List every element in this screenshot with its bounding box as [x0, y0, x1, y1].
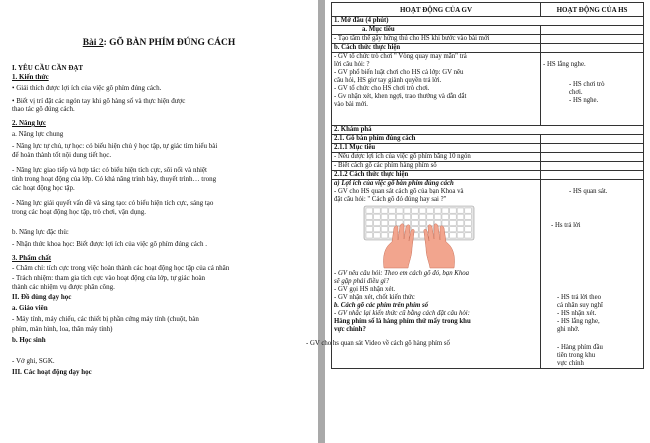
- keyboard-key: [434, 214, 441, 219]
- table-row: [332, 126, 644, 135]
- keyboard-key: [366, 227, 373, 232]
- s1-gv-line: câu hỏi, HS giơ tay giành quyền trả lời.: [334, 77, 442, 84]
- empty-cell: [541, 26, 644, 35]
- left-line: - Vở ghi, SGK.: [12, 357, 55, 365]
- keyboard-key: [457, 208, 464, 213]
- s1-hs-0: - HS lắng nghe.: [543, 61, 586, 68]
- s1-gv-line: vào bài mới.: [334, 101, 368, 108]
- empty-cell: [541, 135, 644, 144]
- s2-a: a) Lợi ích của việc gõ bàn phím đúng cách: [334, 180, 454, 187]
- empty-cell: [541, 144, 644, 153]
- s2-q2: sẽ gặp phải điều gì?: [334, 278, 390, 285]
- keyboard-key: [450, 214, 457, 219]
- left-line: II. Đồ dùng dạy học: [12, 293, 72, 301]
- s2-hs4-2: vực chính: [557, 360, 584, 367]
- keyboard-key: [442, 208, 449, 213]
- left-line: 3. Phẩm chất: [12, 254, 52, 262]
- s1-teacher-lines: [334, 53, 538, 109]
- keyboard-key: [450, 208, 457, 213]
- s2-11: 2.1.1 Mục tiêu: [332, 144, 541, 153]
- s2-1: 2.1. Gõ bàn phím đúng cách: [332, 135, 541, 144]
- left-line: trong các hoạt động học tập, trò chơi, vận dụng.: [12, 208, 146, 216]
- left-line: thao tác gõ đúng cách.: [12, 105, 75, 113]
- s1-hs-2: chơi.: [569, 89, 583, 96]
- left-line: I. YÊU CẦU CẦN ĐẠT: [12, 64, 84, 72]
- s2-q1: - GV nêu câu hỏi: Theo em cách gõ đó, bạn Khoa: [334, 270, 470, 277]
- s2-hs4-0: - Hàng phím đầu: [557, 344, 603, 351]
- s2-q4: - GV nhận xét, chốt kiến thức: [334, 294, 415, 301]
- table-header-row: [332, 3, 644, 17]
- spacer: [543, 69, 641, 81]
- table-row: [332, 35, 644, 44]
- keyboard-key: [427, 214, 434, 219]
- empty-cell: [541, 153, 644, 162]
- keyboard-key: [374, 208, 381, 213]
- table-row: [332, 144, 644, 153]
- empty-cell: [541, 171, 644, 180]
- left-line: - Chăm chỉ: tích cực trong việc hoàn thành các hoạt động học tập của cá nhân: [12, 264, 230, 272]
- s2-a1: - GV cho HS quan sát cách gõ của bạn Khoa và: [334, 188, 464, 195]
- s2-student-cell: [541, 180, 644, 369]
- keyboard-key: [366, 208, 373, 213]
- left-line: • Biết vị trí đặt các ngón tay khi gõ hàng số và thực hiện được: [12, 97, 186, 105]
- s2-b4: - GV cho hs quan sát Video về cách gõ hàng phím số: [306, 340, 450, 347]
- keyboard-key: [389, 220, 396, 225]
- left-line: a. Năng lực chung: [12, 130, 64, 138]
- lesson-number: Bài 2: [82, 38, 104, 48]
- lesson-title: [0, 38, 318, 48]
- keyboard-key: [366, 214, 373, 219]
- keyboard-key: [366, 233, 373, 238]
- table-row: [332, 171, 644, 180]
- keyboard-key: [381, 220, 388, 225]
- spacer: [543, 180, 641, 188]
- s1-b: b. Cách thức thực hiện: [332, 44, 541, 53]
- keyboard-key: [381, 208, 388, 213]
- keyboard-key: [419, 214, 426, 219]
- keyboard-key: [419, 220, 426, 225]
- s2-hs3-1: cá nhân suy nghĩ: [557, 302, 603, 309]
- s2-b: b. Cách gõ các phím trên phím số: [334, 302, 429, 309]
- s1-gv-line: - GV phổ biến luật chơi cho HS cả lớp: GV nêu: [334, 69, 464, 76]
- s2-hs3-4: ghi nhớ.: [557, 326, 580, 333]
- s2-11a: - Nêu được lợi ích của việc gõ phím bằng 10 ngón: [332, 153, 541, 162]
- keyboard-key: [427, 208, 434, 213]
- keyboard-key: [389, 208, 396, 213]
- spacer: [543, 196, 641, 222]
- table-row: [332, 180, 644, 369]
- keyboard-key: [450, 233, 457, 238]
- keyboard-key: [412, 208, 419, 213]
- left-line: b. Học sinh: [12, 336, 46, 344]
- left-line: - Năng lực giải quyết vấn đề và sáng tạo: có biểu hiện tích cực, sáng tạo: [12, 199, 214, 207]
- table-row: [332, 17, 644, 26]
- left-line: để hoàn thành tốt nội dung tiết học.: [12, 151, 112, 159]
- keyboard-key: [465, 214, 472, 219]
- s1-hs-3: - HS nghe.: [569, 97, 599, 104]
- s1-gv-line: lời câu hỏi: ?: [334, 61, 370, 68]
- left-line: 1. Kiến thức: [12, 73, 49, 81]
- keyboard-key: [465, 208, 472, 213]
- keyboard-key: [396, 214, 403, 219]
- keyboard-key: [404, 214, 411, 219]
- keyboard-key: [465, 233, 472, 238]
- s2-hs3-2: - HS nhận xét.: [557, 310, 597, 317]
- table-row: [332, 26, 644, 35]
- keyboard-key: [366, 220, 373, 225]
- table-row: [332, 162, 644, 171]
- document-page-left: [0, 0, 318, 443]
- s1-teacher-cell: [332, 53, 541, 126]
- spacer: [543, 53, 641, 61]
- header-teacher: HOẠT ĐỘNG CỦA GV: [332, 3, 541, 17]
- s2-12: 2.1.2 Cách thức thực hiện: [332, 171, 541, 180]
- s2-hs3-0: - HS trả lời theo: [557, 294, 601, 301]
- left-line: tình trong hoạt động của lớp. Có khả năng trình bày, thuyết trình… trong: [12, 175, 217, 183]
- keyboard-key: [381, 227, 388, 232]
- lesson-title-text: : GÕ BÀN PHÍM ĐÚNG CÁCH: [103, 38, 236, 48]
- left-line: 2. Năng lực: [12, 119, 46, 127]
- left-line: phím, màn hình, loa, thân máy tính): [12, 325, 113, 333]
- left-line: III. Các hoạt động dạy học: [12, 368, 92, 376]
- s2-11b: - Biết cách gõ các phím hàng phím số: [332, 162, 541, 171]
- keyboard-key: [465, 220, 472, 225]
- table-row: [332, 135, 644, 144]
- keyboard-key: [396, 208, 403, 213]
- s2-q3: - GV gọi HS nhận xét.: [334, 286, 396, 293]
- keyboard-key: [442, 214, 449, 219]
- keyboard-key: [374, 233, 381, 238]
- header-student: HOẠT ĐỘNG CỦA HS: [541, 3, 644, 17]
- left-line: - Máy tính, máy chiếu, các thiết bị phần cứng máy tính (chuột, bàn: [12, 315, 199, 323]
- keyboard-key: [412, 214, 419, 219]
- left-line: - Nhận thức khoa học: Biết được lợi ích của việc gõ phím đúng cách .: [12, 240, 207, 248]
- left-line: • Giải thích được lợi ích của việc gõ phím đúng cách.: [12, 84, 162, 92]
- s2-b3: vực chính?: [334, 326, 366, 333]
- keyboard-key: [465, 227, 472, 232]
- s1-gv-line: - GV tổ chức trò chơi " Vòng quay may mắn" trả: [334, 53, 467, 60]
- keyboard-key: [434, 208, 441, 213]
- s2-hs1: - HS quan sát.: [569, 188, 608, 195]
- table-row: [332, 153, 644, 162]
- keyboard-key: [404, 208, 411, 213]
- keyboard-key: [457, 233, 464, 238]
- s2-activity-cell: [306, 180, 541, 369]
- keyboard-key: [450, 227, 457, 232]
- keyboard-key: [374, 220, 381, 225]
- keyboard-key: [450, 220, 457, 225]
- keyboard-key: [419, 208, 426, 213]
- s2-a2: đặt câu hỏi: " Cách gõ đó đúng hay sai ?": [334, 196, 447, 203]
- left-line: - Trách nhiệm: tham gia tích cực vào hoạt động của lớp, tự giác hoàn: [12, 274, 206, 282]
- table-row: [332, 44, 644, 53]
- keyboard-key: [412, 220, 419, 225]
- document-page-right: [306, 0, 650, 443]
- empty-cell: [541, 162, 644, 171]
- s2-b1: - GV nhắc lại kiến thức cũ bằng cách đặt câu hỏi:: [334, 310, 470, 317]
- left-line: b. Năng lực đặc thù:: [12, 228, 69, 236]
- keyboard-key: [374, 227, 381, 232]
- keyboard-key: [381, 214, 388, 219]
- empty-cell: [541, 44, 644, 53]
- keyboard-key: [457, 227, 464, 232]
- keyboard-key: [457, 214, 464, 219]
- table-row: [332, 53, 644, 126]
- left-line: - Năng lực giao tiếp và hợp tác: có biểu hiện tích cực, sôi nổi và nhiệt: [12, 166, 207, 174]
- keyboard-key: [381, 233, 388, 238]
- left-line: - Năng lực tự chủ, tự học: có biểu hiện chủ ý học tập, tự giác tìm hiểu bài: [12, 142, 218, 150]
- spacer: [543, 230, 641, 294]
- keyboard-key: [457, 220, 464, 225]
- s1-student-cell: [541, 53, 644, 126]
- left-line: a. Giáo viên: [12, 304, 48, 312]
- lesson-plan-table: [306, 2, 644, 369]
- section-1-title: 1. Mở đầu (4 phút): [332, 17, 644, 26]
- spacer: [543, 334, 641, 344]
- s1-gv-line: - Gv nhận xét, khen ngợi, trao thưởng và dẫn dắt: [334, 93, 467, 100]
- s2-b2: Hàng phím số là hàng phím thứ mấy trong khu: [334, 318, 471, 325]
- s2-hs4-1: tiên trong khu: [557, 352, 596, 359]
- s1-a1: - Tạo tâm thế gây hứng thú cho HS khi bước vào bài mới: [332, 35, 541, 44]
- empty-cell: [541, 35, 644, 44]
- s2-hs3-3: - HS lắng nghe,: [557, 318, 600, 325]
- s2-hs2: - Hs trả lời: [551, 222, 581, 229]
- s1-a: a. Mục tiêu: [332, 26, 541, 35]
- keyboard-key: [389, 214, 396, 219]
- s1-hs-1: - HS chơi trò: [569, 81, 605, 88]
- keyboard-typing-image: [364, 206, 474, 268]
- left-line: thành các nhiệm vụ được phân công.: [12, 283, 115, 291]
- keyboard-key: [374, 214, 381, 219]
- s1-gv-line: - GV tổ chức cho HS chơi trò chơi.: [334, 85, 430, 92]
- left-line: các hoạt động học tập.: [12, 184, 75, 192]
- section-2-title: 2. Khám phá: [332, 126, 644, 135]
- keyboard-key: [442, 220, 449, 225]
